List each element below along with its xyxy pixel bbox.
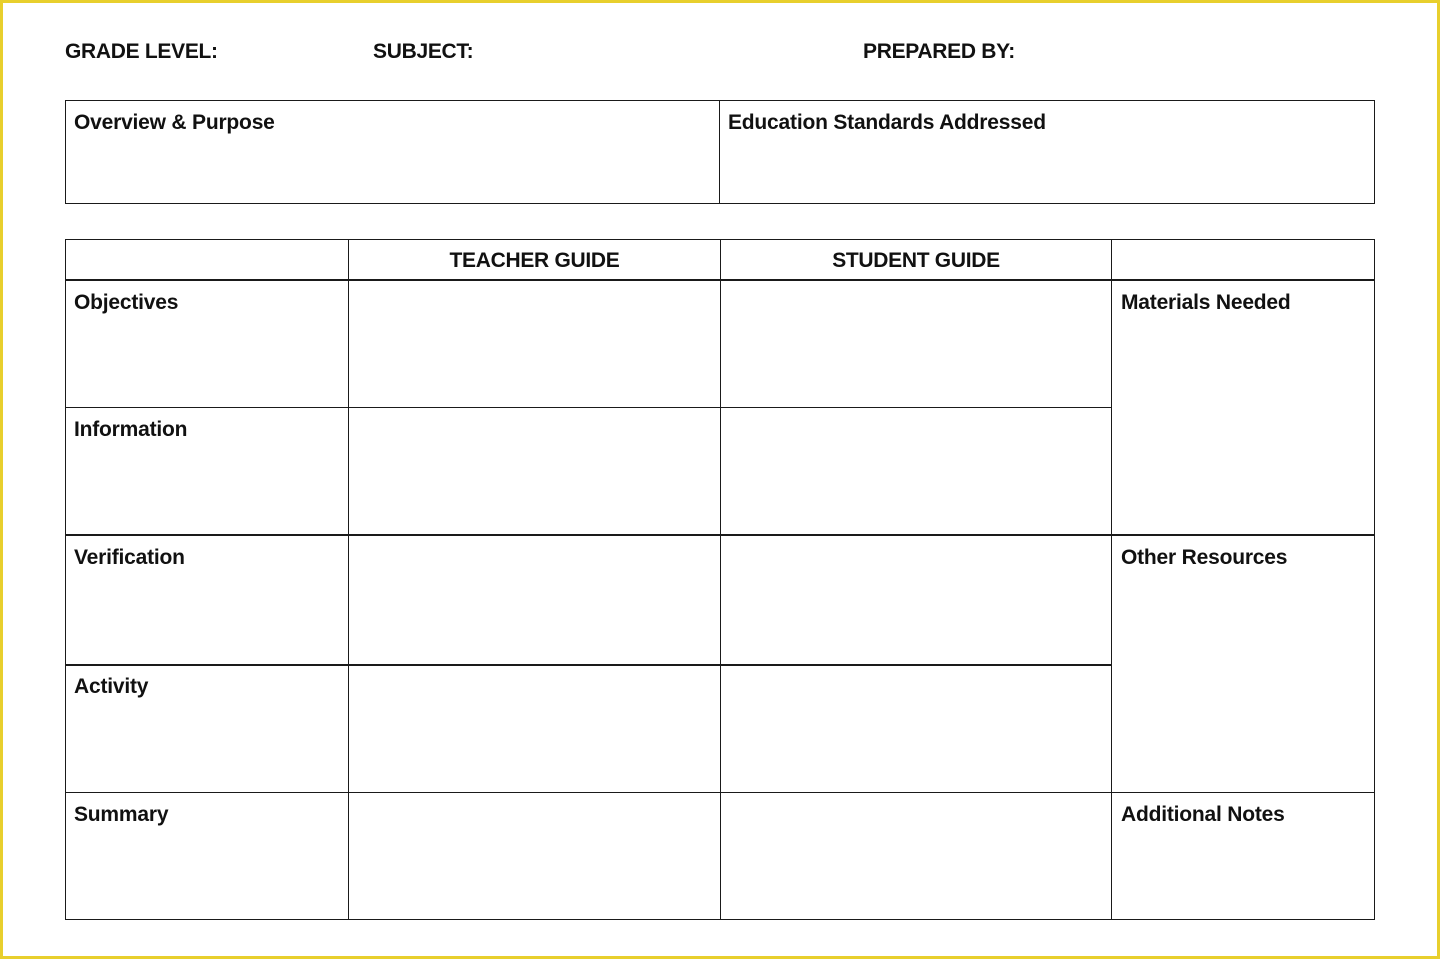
grade-level-label: GRADE LEVEL: (65, 40, 218, 63)
education-standards-label: Education Standards Addressed (728, 111, 1046, 134)
teacher-information-cell[interactable] (349, 408, 720, 534)
student-guide-header: STUDENT GUIDE (832, 249, 1000, 272)
rule (1374, 100, 1375, 204)
teacher-verification-cell[interactable] (349, 536, 720, 664)
rule (1374, 239, 1375, 920)
student-objectives-cell[interactable] (721, 281, 1111, 407)
activity-label: Activity (74, 675, 149, 698)
student-verification-cell[interactable] (721, 536, 1111, 664)
prepared-by-label: PREPARED BY: (863, 40, 1015, 63)
materials-needed-label: Materials Needed (1121, 291, 1291, 314)
verification-label: Verification (74, 546, 185, 569)
additional-notes-cell[interactable] (1112, 793, 1374, 919)
teacher-summary-cell[interactable] (349, 793, 720, 919)
teacher-activity-cell[interactable] (349, 666, 720, 792)
rule (65, 203, 1375, 204)
student-information-cell[interactable] (721, 408, 1111, 534)
student-summary-cell[interactable] (721, 793, 1111, 919)
other-resources-cell[interactable] (1112, 536, 1374, 792)
student-activity-cell[interactable] (721, 666, 1111, 792)
teacher-objectives-cell[interactable] (349, 281, 720, 407)
materials-needed-cell[interactable] (1112, 281, 1374, 534)
objectives-label: Objectives (74, 291, 179, 314)
overview-purpose-label: Overview & Purpose (74, 111, 275, 134)
additional-notes-label: Additional Notes (1121, 803, 1285, 826)
subject-label: SUBJECT: (373, 40, 474, 63)
rule (65, 239, 66, 920)
summary-label: Summary (74, 803, 169, 826)
teacher-guide-header: TEACHER GUIDE (449, 249, 620, 272)
other-resources-label: Other Resources (1121, 546, 1288, 569)
information-label: Information (74, 418, 188, 441)
